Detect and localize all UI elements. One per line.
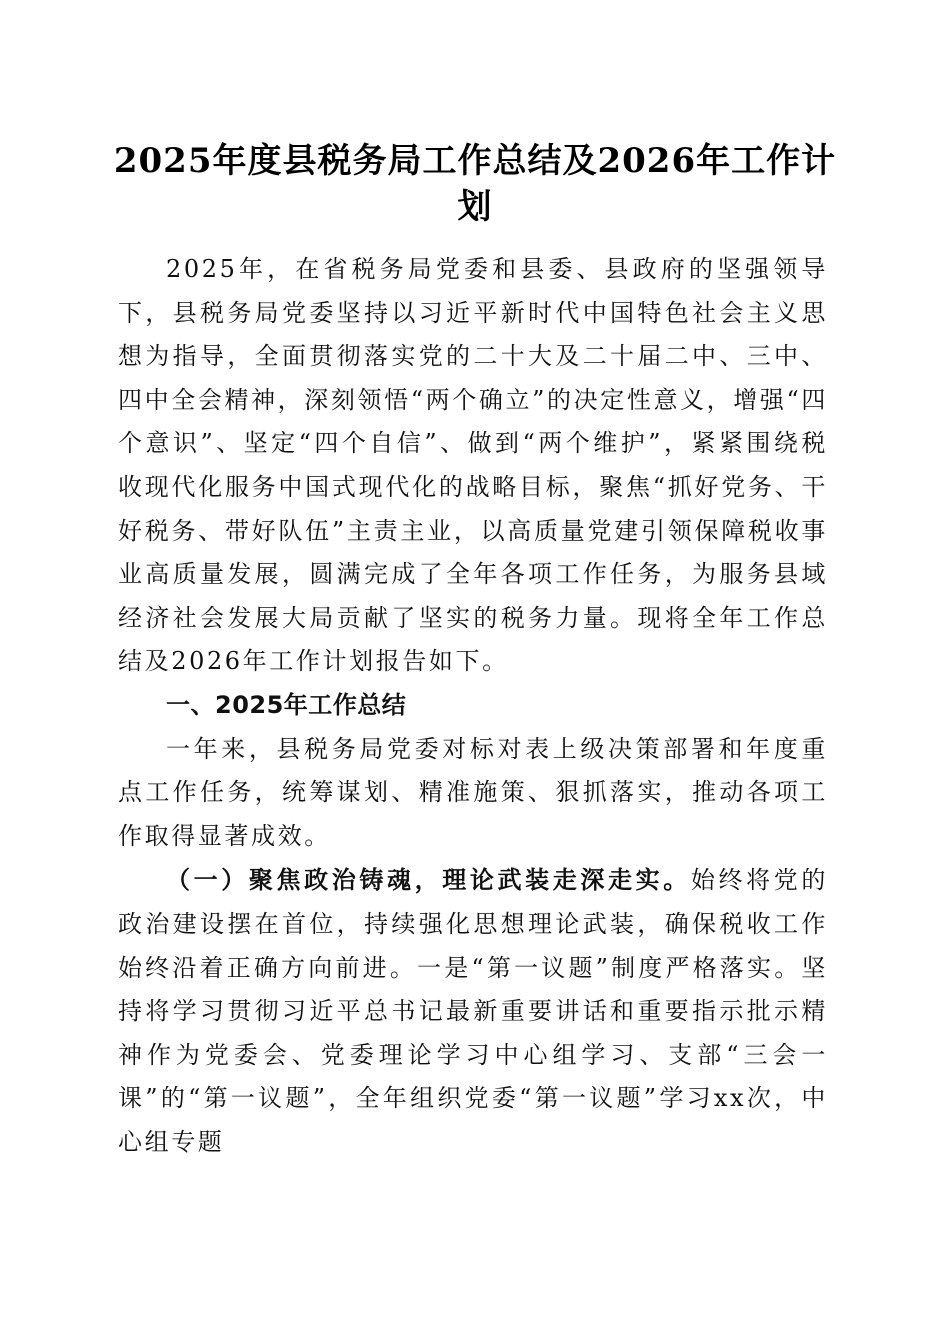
section-intro-paragraph: 一年来，县税务局党委对标对表上级决策部署和年度重点工作任务，统筹谋划、精准施策、狠抓落实，推动各项工作取得显著成效。 bbox=[118, 734, 828, 850]
subsection-paragraph bbox=[118, 858, 828, 1164]
section-heading-2025-summary: 一、2025年工作总结 bbox=[166, 690, 407, 719]
intro-paragraph: 2025年，在省税务局党委和县委、县政府的坚强领导下，县税务局党委坚持以习近平新时代中国特色社会主义思想为指导，全面贯彻落实党的二十大及二十届二中、三中、四中全会精神，深刻领悟“两个确立”的决定性意义，增强“四个意识”、坚定“四个自信”、做到“两个维护”，紧紧围绕税收现代化服务中国式现代化的战略目标，聚焦“抓好党务、干好税务、带好队伍”主责主业，以高质量党建引领保障税收事业高质量发展，圆满完成了全年各项工作任务，为服务县域经济社会发展大局贡献了坚实的税务力量。现将全年工作总结及2026年工作计划报告如下。 bbox=[118, 255, 828, 676]
document-body bbox=[118, 248, 828, 1164]
document-title: 2025年度县税务局工作总结及2026年工作计划 bbox=[113, 141, 837, 227]
subsection-body: 始终将党的政治建设摆在首位，持续强化思想理论武装，确保税收工作始终沿着正确方向前进。一是“第一议题”制度严格落实。坚持将学习贯彻习近平总书记最新重要讲话和重要指示批示精神作为党委会、党委理论学习中心组学习、支部“三会一课”的“第一议题”，全年组织党委“第一议题”学习xx次，中心组专题 bbox=[118, 866, 828, 1156]
subsection-heading: （一）聚焦政治铸魂，理论武装走深走实。 bbox=[166, 865, 691, 895]
